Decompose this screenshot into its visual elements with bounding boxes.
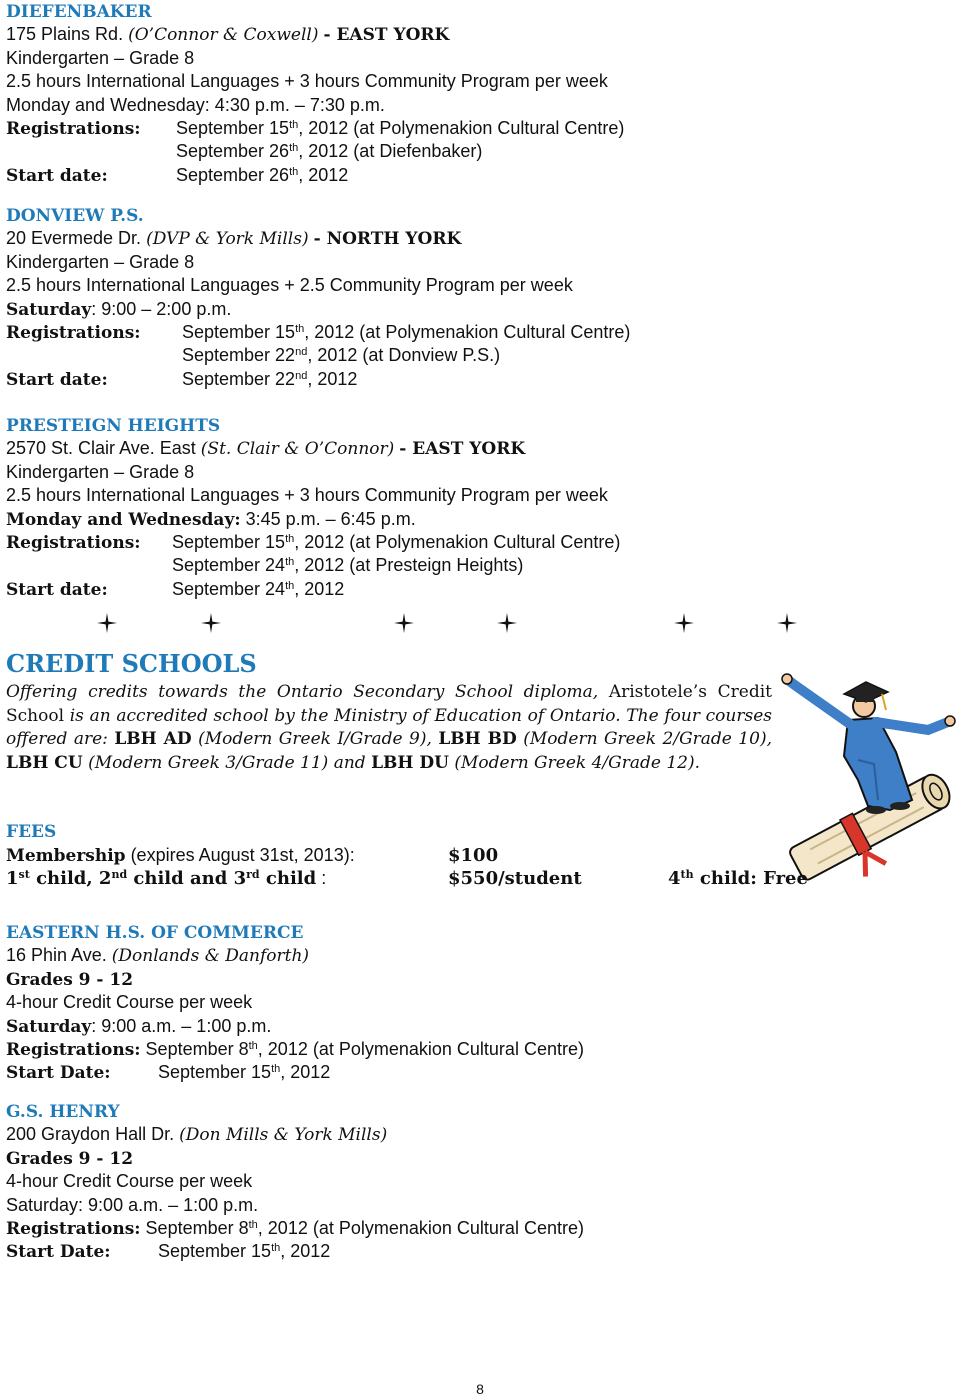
cross-streets: (Donlands & Danforth) [111,946,310,967]
start-date: September 26th, 2012 [176,164,349,185]
registration-date-2: September 26th, 2012 (at Diefenbaker) [176,141,483,162]
registration-date-2: September 22nd, 2012 (at Donview P.S.) [182,345,501,366]
membership-price: $100 [448,845,499,866]
four-point-star-icon [199,611,223,635]
program-hours: 2.5 hours International Languages + 3 hours Community Program per week [6,485,608,506]
school-name: G.S. HENRY [6,1102,120,1122]
registrations-label: Registrations: [6,532,141,553]
schedule: Saturday: 9:00 a.m. – 1:00 p.m. [6,1015,272,1037]
school-address: 175 Plains Rd. [6,24,124,45]
registration-date-1: September 15th, 2012 (at Polymenakion Cultural Centre) [172,531,621,552]
registrations-label: Registrations: [6,1218,141,1239]
membership-label: Membership [6,846,126,866]
start-date: September 24th, 2012 [172,578,345,599]
registrations-label: Registrations: [6,1039,141,1060]
registration-date: September 8th, 2012 (at Polymenakion Cultural Centre) [140,1217,584,1238]
start-date-label: Start date: [6,579,108,600]
school-name: EASTERN H.S. OF COMMERCE [6,923,304,943]
section-diefenbaker [6,0,624,187]
grades: Kindergarten – Grade 8 [6,251,195,272]
schedule: Monday and Wednesday: 4:30 p.m. – 7:30 p.m. [6,94,385,115]
school-name: DONVIEW P.S. [6,206,144,226]
program-hours: 2.5 hours International Languages + 2.5 Community Program per week [6,275,573,296]
start-date: September 15th, 2012 [158,1062,331,1083]
cross-streets: (Don Mills & York Mills) [179,1125,388,1146]
cross-streets: (DVP & York Mills) [146,229,309,250]
schedule: Saturday: 9:00 a.m. – 1:00 p.m. [6,1194,259,1215]
credit-schools-title: CREDIT SCHOOLS [6,649,257,678]
schedule: Monday and Wednesday: 3:45 p.m. – 6:45 p.m. [6,508,416,530]
course-hours: 4-hour Credit Course per week [6,1171,253,1192]
registrations-label: Registrations: [6,118,141,139]
school-area: - EAST YORK [399,439,526,460]
school-area: - NORTH YORK [313,229,462,250]
school-address: 200 Graydon Hall Dr. [6,1124,175,1145]
registration-date-2: September 24th, 2012 (at Presteign Heights) [172,555,524,576]
child-fee-price: $550/student [448,868,582,889]
membership-row [6,845,355,869]
section-donview [6,204,630,391]
section-eastern-hs [6,921,584,1085]
school-name: DIEFENBAKER [6,2,152,22]
registration-date-1: September 15th, 2012 (at Polymenakion Cultural Centre) [182,321,631,342]
section-gs-henry [6,1100,584,1264]
grades: Kindergarten – Grade 8 [6,461,195,482]
child-fee-row: 1st child, 2nd child and 3rd child : [6,868,327,889]
course-hours: 4-hour Credit Course per week [6,992,253,1013]
school-address: 2570 St. Clair Ave. East [6,438,196,459]
start-date: September 15th, 2012 [158,1241,331,1262]
schedule: Saturday: 9:00 – 2:00 p.m. [6,298,232,320]
fourth-child-fee: 4th child: Free [668,868,808,889]
cross-streets: (St. Clair & O’Connor) [200,439,395,460]
school-address: 20 Evermede Dr. [6,228,142,249]
section-fees [6,820,56,843]
school-area: - EAST YORK [323,25,450,46]
four-point-star-icon [775,611,799,635]
section-presteign-heights [6,414,620,601]
fees-title: FEES [6,822,57,842]
four-point-star-icon [495,611,519,635]
membership-note: (expires August 31st, 2013): [125,845,355,865]
grades: Grades 9 - 12 [6,969,134,990]
start-date: September 22nd, 2012 [182,368,358,389]
four-point-star-icon [95,611,119,635]
registrations-label: Registrations: [6,322,141,343]
four-point-star-icon [392,611,416,635]
grades: Grades 9 - 12 [6,1148,134,1169]
credit-schools-description: Offering credits towards the Ontario Secondary School diploma, Aristotele’s Credit School is an accredited school by the Ministry of Education of Ontario. The four courses offered are: LBH AD (Modern Greek I/Grade 9), LBH BD (Modern Greek 2/Grade 10), LBH CU (Modern Greek 3/Grade 11) and LBH DU (Modern Greek 4/Grade 12). [6,682,772,773]
four-point-star-icon [672,611,696,635]
school-address: 16 Phin Ave. [6,945,107,966]
start-date-label: Start date: [6,369,108,390]
start-date-label: Start Date: [6,1063,111,1084]
page-number: 8 [476,1381,484,1397]
registration-date: September 8th, 2012 (at Polymenakion Cultural Centre) [140,1038,584,1059]
program-hours: 2.5 hours International Languages + 3 hours Community Program per week [6,71,608,92]
school-name: PRESTEIGN HEIGHTS [6,416,221,436]
cross-streets: (O’Connor & Coxwell) [128,25,319,46]
graduate-on-diploma-icon [778,660,956,882]
registration-date-1: September 15th, 2012 (at Polymenakion Cultural Centre) [176,117,625,138]
start-date-label: Start Date: [6,1242,111,1263]
start-date-label: Start date: [6,165,108,186]
grades: Kindergarten – Grade 8 [6,47,195,68]
